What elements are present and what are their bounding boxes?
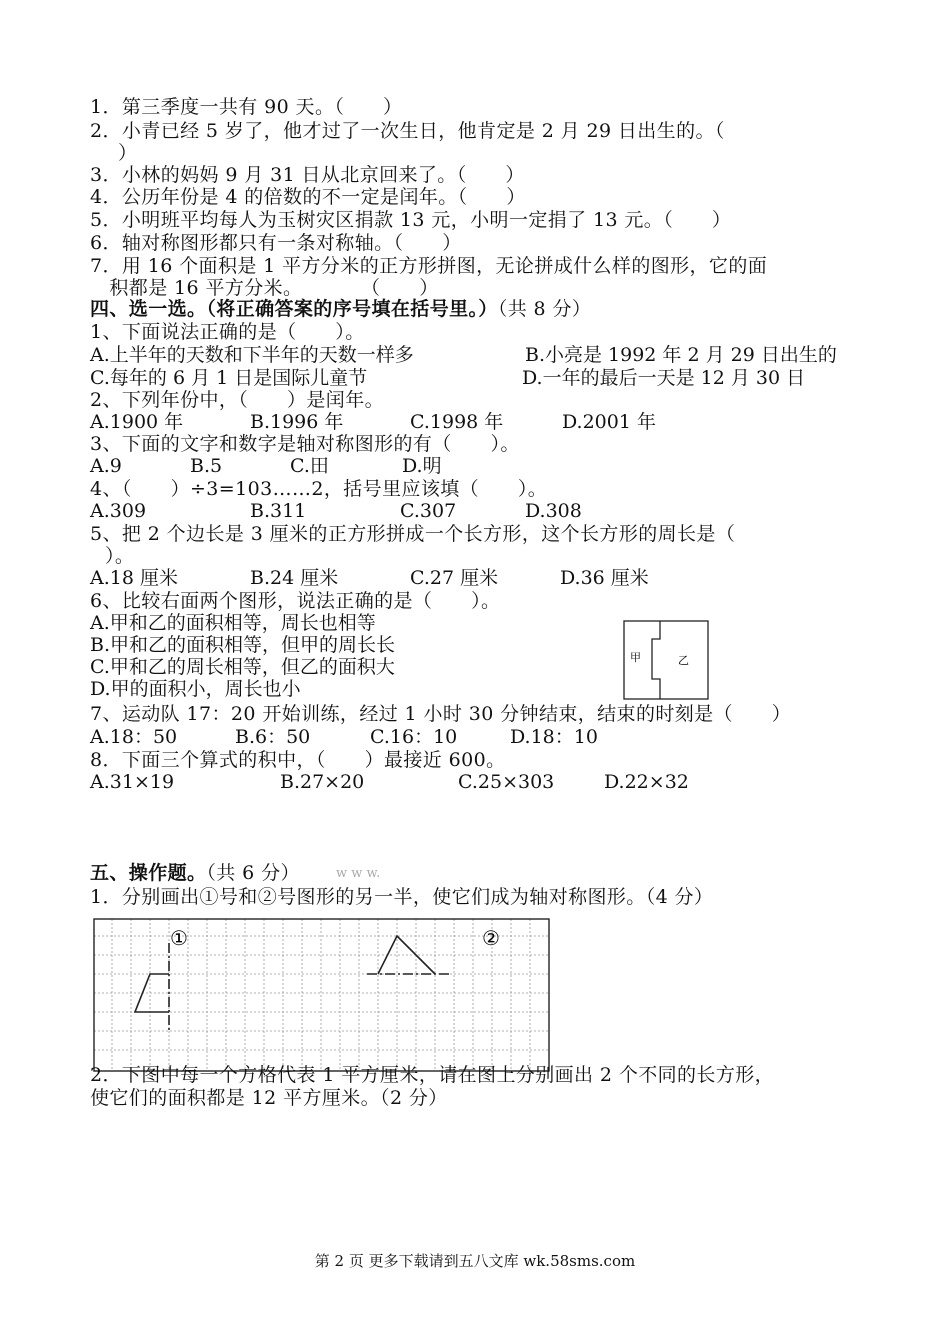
- grid-border: [94, 919, 549, 1071]
- q8-option-d: D.22×32: [604, 771, 689, 793]
- label-yi: 乙: [678, 655, 689, 667]
- tf-item-6: 6．轴对称图形都只有一条对称轴。（ ）: [90, 232, 462, 254]
- q2-option-b: B.1996 年: [250, 411, 344, 433]
- q3-option-b: B.5: [190, 455, 223, 477]
- op1-stem: 1．分别画出①号和②号图形的另一半，使它们成为轴对称图形。（4 分）: [90, 886, 714, 908]
- q6-stem: 6、比较右面两个图形，说法正确的是（ ）。: [90, 590, 501, 612]
- op2-line-1: 2．下图中每一个方格代表 1 平方厘米，请在图上分别画出 2 个不同的长方形，: [90, 1064, 775, 1086]
- section-4-heading: [90, 298, 591, 320]
- q1-option-c: C.每年的 6 月 1 日是国际儿童节: [90, 367, 368, 389]
- label-jia: 甲: [630, 652, 641, 664]
- q4-option-a: A.309: [90, 500, 147, 522]
- q1-option-d: D.一年的最后一天是 12 月 30 日: [522, 367, 806, 389]
- page-footer: 第 2 页 更多下载请到五八文库 wk.58sms.com: [314, 1252, 636, 1270]
- q2-option-c: C.1998 年: [410, 411, 504, 433]
- q8-stem: 8．下面三个算式的积中，（ ）最接近 600。: [90, 749, 506, 771]
- symmetry-grid: [90, 915, 555, 1075]
- tf-item-5: 5．小明班平均每人为玉树灾区捐款 13 元，小明一定捐了 13 元。（ ）: [90, 209, 732, 231]
- q5-option-d: D.36 厘米: [560, 567, 649, 589]
- q5-option-a: A.18 厘米: [90, 567, 178, 589]
- q8-option-a: A.31×19: [90, 771, 175, 793]
- section-5-heading: [90, 862, 300, 884]
- q1-stem: 1、下面说法正确的是（ ）。: [90, 321, 365, 343]
- q1-option-b: B.小亮是 1992 年 2 月 29 日出生的: [525, 344, 837, 366]
- q4-option-c: C.307: [400, 500, 457, 522]
- q3-option-d: D.明: [402, 455, 442, 477]
- q7-option-a: A.18：50: [90, 726, 178, 748]
- q4-stem: 4、（ ）÷3=103……2，括号里应该填（ ）。: [90, 478, 548, 500]
- section-5-title: 五、操作题。: [90, 862, 207, 884]
- q4-option-b: B.311: [250, 500, 307, 522]
- tf-item-2: 2．小青已经 5 岁了，他才过了一次生日，他肯定是 2 月 29 日出生的。（: [90, 120, 725, 142]
- figure-2-mark: ②: [482, 926, 500, 950]
- q6-option-d: D.甲的面积小，周长也小: [90, 678, 301, 700]
- q6-option-c: C.甲和乙的周长相等，但乙的面积大: [90, 656, 395, 678]
- tf-item-1: 1．第三季度一共有 90 天。（ ）: [90, 96, 403, 118]
- q5-option-c: C.27 厘米: [410, 567, 499, 589]
- grid-lines: [94, 919, 549, 1071]
- q3-option-c: C.田: [290, 455, 329, 477]
- q3-option-a: A.9: [90, 455, 122, 477]
- q5-stem: 5、把 2 个边长是 3 厘米的正方形拼成一个长方形，这个长方形的周长是（: [90, 523, 736, 545]
- watermark: w w w.: [336, 866, 381, 881]
- tf-item-7-cont: 积都是 16 平方分米。 （ ）: [90, 277, 439, 299]
- op2-line-2: 使它们的面积都是 12 平方厘米。（2 分）: [90, 1087, 448, 1109]
- q7-option-b: B.6：50: [235, 726, 311, 748]
- q5-stem-cont: ）。: [105, 545, 135, 567]
- tf-item-3: 3．小林的妈妈 9 月 31 日从北京回来了。（ ）: [90, 164, 525, 186]
- q2-stem: 2、下列年份中，（ ）是闰年。: [90, 389, 384, 411]
- section-5-score: （共 6 分）: [206, 862, 300, 884]
- q5-option-b: B.24 厘米: [250, 567, 339, 589]
- q2-option-d: D.2001 年: [562, 411, 656, 433]
- q6-option-b: B.甲和乙的面积相等，但甲的周长长: [90, 634, 396, 656]
- section-4-title: 四、选一选。（将正确答案的序号填在括号里。）: [90, 298, 498, 320]
- q7-stem: 7、运动队 17：20 开始训练，经过 1 小时 30 分钟结束，结束的时刻是（ ）: [90, 703, 792, 725]
- q1-option-a: A.上半年的天数和下半年的天数一样多: [90, 344, 414, 366]
- tf-item-7: 7．用 16 个面积是 1 平方分米的正方形拼图，无论拼成什么样的图形，它的面: [90, 255, 768, 277]
- tf-item-4: 4．公历年份是 4 的倍数的不一定是闰年。（ ）: [90, 186, 526, 208]
- q8-option-b: B.27×20: [280, 771, 365, 793]
- q7-option-d: D.18：10: [510, 726, 598, 748]
- jia-yi-figure: [620, 617, 712, 703]
- tf-item-2-cont: ）: [118, 142, 138, 164]
- q4-option-d: D.308: [525, 500, 582, 522]
- q8-option-c: C.25×303: [458, 771, 555, 793]
- figure-1-mark: ①: [170, 926, 188, 950]
- q2-option-a: A.1900 年: [90, 411, 184, 433]
- q6-option-a: A.甲和乙的面积相等，周长也相等: [90, 612, 376, 634]
- q3-stem: 3、下面的文字和数字是轴对称图形的有（ ）。: [90, 433, 520, 455]
- section-4-score: （共 8 分）: [497, 298, 592, 320]
- q7-option-c: C.16：10: [370, 726, 458, 748]
